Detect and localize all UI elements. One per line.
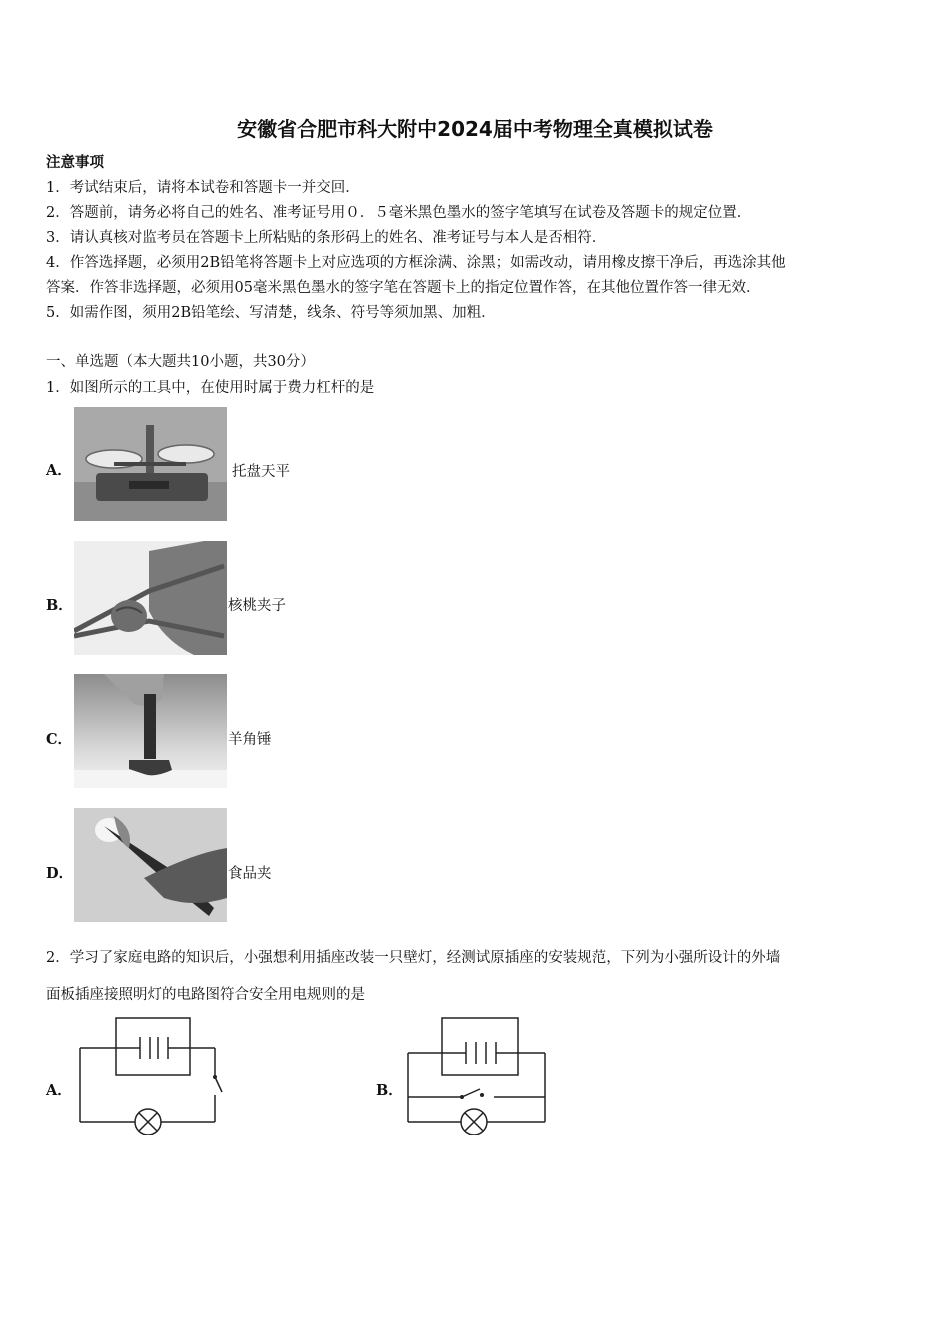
question-2-stem: 2．学习了家庭电路的知识后，小强想利用插座改装一只壁灯，经测试原插座的安装规范，下列为小强所设计的外墙 bbox=[46, 950, 781, 966]
option-a-text: 托盘天平 bbox=[232, 464, 290, 480]
notice-item: 4．作答选择题，必须用2B铅笔将答题卡上对应选项的方框涂满、涂黑；如需改动，请用橡皮擦干净后，再选涂其他 bbox=[46, 255, 786, 271]
notice-item: 2．答题前，请务必将自己的姓名、准考证号用０．５毫米黑色墨水的签字笔填写在试卷及答题卡的规定位置． bbox=[46, 205, 752, 221]
option-b-text: 核桃夹子 bbox=[228, 598, 286, 614]
notice-heading: 注意事项 bbox=[46, 154, 104, 171]
nutcracker-photo bbox=[74, 541, 227, 655]
section-heading: 一、单选题（本大题共10小题，共30分） bbox=[46, 354, 315, 370]
notice-item: 5．如需作图，须用2B铅笔绘、写清楚，线条、符号等须加黑、加粗． bbox=[46, 305, 496, 321]
question-1-stem: 1．如图所示的工具中，在使用时属于费力杠杆的是 bbox=[46, 380, 375, 396]
option-a-label: A． bbox=[46, 1082, 72, 1099]
claw-hammer-photo bbox=[74, 674, 227, 788]
option-c-text: 羊角锤 bbox=[228, 732, 272, 748]
question-2-stem: 面板插座接照明灯的电路图符合安全用电规则的是 bbox=[46, 987, 365, 1003]
food-tongs-photo bbox=[74, 808, 227, 922]
option-d-label: D． bbox=[46, 865, 74, 882]
option-b-label: B． bbox=[46, 597, 73, 614]
circuit-diagram-b bbox=[402, 1015, 562, 1135]
option-d-text: 食品夹 bbox=[228, 866, 272, 882]
notice-item: 1．考试结束后，请将本试卷和答题卡一并交回． bbox=[46, 180, 360, 196]
notice-item: 3．请认真核对监考员在答题卡上所粘贴的条形码上的姓名、准考证号与本人是否相符． bbox=[46, 230, 607, 246]
page-title: 安徽省合肥市科大附中2024届中考物理全真模拟试卷 bbox=[237, 117, 713, 141]
option-b-label: B． bbox=[376, 1082, 403, 1099]
option-c-label: C． bbox=[46, 731, 73, 748]
option-a-label: A． bbox=[46, 462, 72, 479]
balance-scale-photo bbox=[74, 407, 227, 521]
notice-item: 答案．作答非选择题，必须用05毫米黑色墨水的签字笔在答题卡上的指定位置作答，在其他位置作答一律无效． bbox=[46, 280, 761, 296]
circuit-diagram-a bbox=[72, 1015, 232, 1135]
